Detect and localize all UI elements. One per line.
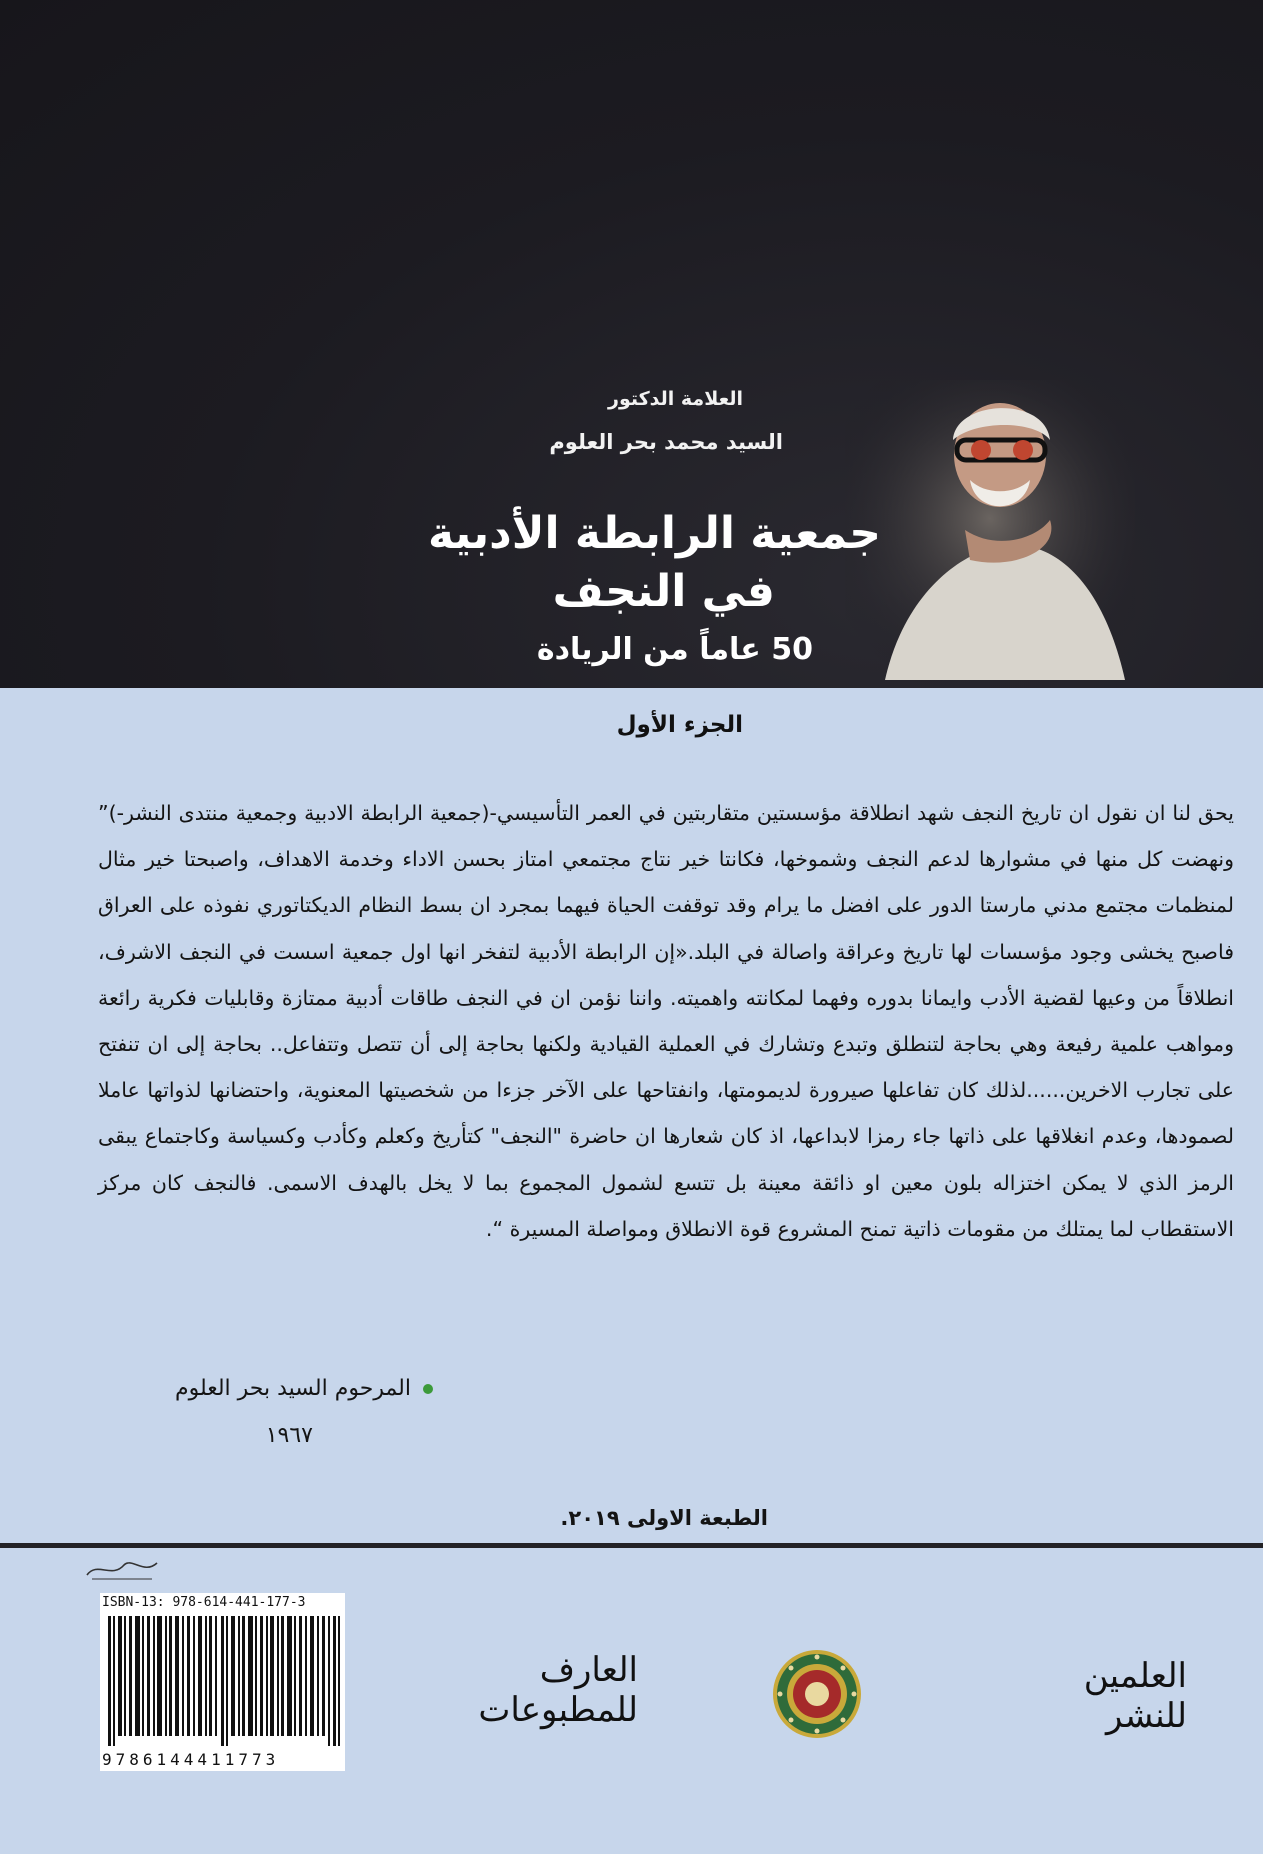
blurb-panel bbox=[0, 688, 1263, 1854]
seal-emblem-icon bbox=[771, 1648, 863, 1740]
book-title-line1: جمعية الرابطة الأدبية bbox=[427, 508, 881, 559]
book-subtitle: 50 عاماً من الريادة bbox=[536, 632, 813, 667]
signature-year: ١٩٦٧ bbox=[265, 1423, 313, 1448]
author-portrait bbox=[845, 380, 1135, 688]
book-title-line2: في النجف bbox=[552, 566, 775, 617]
part-label: الجزء الأول bbox=[616, 712, 743, 738]
publisher-logo-alamin: العلمين للنشر bbox=[1083, 1656, 1187, 1736]
edition-note: الطبعة الاولى ٢٠١٩. bbox=[560, 1506, 768, 1530]
calligraphy-stamp-icon bbox=[82, 1553, 162, 1583]
signature bbox=[175, 1376, 433, 1401]
author-name: السيد محمد بحر العلوم bbox=[549, 430, 783, 454]
divider-rule bbox=[0, 1543, 1263, 1548]
signature-text: المرحوم السيد بحر العلوم bbox=[174, 1376, 411, 1401]
barcode-icon bbox=[108, 1616, 340, 1746]
publisher-logo-maaref: العارف للمطبوعات bbox=[478, 1650, 638, 1730]
blurb-paragraph: يحق لنا ان نقول ان تاريخ النجف شهد انطلاقة مؤسستين متقاربتين في العمر التأسيسي-(جمعية الرابطة الادبية وجمعية منتدى النشر-)” ونهضت كل منها في مشوارها لدعم النجف وشموخها، فكانتا خير نتاج مجتمعي امتاز بحسن الاداء وخدمة الاهداف، واصبحتا خير مثال لمنظمات مجتمع مدني مارستا الدور على افضل ما يرام وقد توقفت الحياة فيهما بمجرد ان بسط النظام الديكتاتوري نفوذه على العراق فاصبح يخشى وجود مؤسسات لها تاريخ وعراقة واصالة في البلد.«إن الرابطة الأدبية لتفخر انها اول جمعية اسست في النجف الاشرف، انطلاقاً من وعيها لقضية الأدب وايمانا بدوره وفهما لمكانته واهميته. واننا نؤمن ان في النجف طاقات أدبية ممتازة وقابليات فكرية رائعة ومواهب علمية رفيعة وهي بحاجة لتنطلق وتبدع وتشارك في العملية القيادية ولكنها بحاجة إلى أن تتصل وتتفاعل.. بحاجة إلى ان تنفتح على تجارب الاخرين......لذلك كان تفاعلها صيرورة لديمومتها، وانفتاحها على الآخر جزءا من شخصيتها المعنوية، واحتضانها لذواتها عاملا لصمودها، وعدم انغلاقها على ذاتها جاء رمزا لابداعها، اذ كان شعارها ان حاضرة "النجف" كتأريخ وكعلم وكأدب وكسياسة وكاجتماع يبقى الرمز الذي لا يمكن اختزاله بلون معين او ذائقة معينة بل تتسع لشمول المجموع بما لا يخل بالهدف الاسمى. فالنجف كان مركز الاستقطاب لما يمتلك من مقومات ذاتية تمنح المشروع قوة الانطلاق ومواصلة المسيرة “. bbox=[98, 801, 1234, 1241]
isbn-label: ISBN-13: 978-614-441-177-3 bbox=[102, 1595, 306, 1610]
barcode-digits: 9786144411773 bbox=[102, 1750, 280, 1769]
blurb-text bbox=[98, 790, 1234, 1252]
author-title: العلامة الدكتور bbox=[608, 388, 743, 410]
cover-top-band bbox=[0, 0, 1263, 688]
bullet-icon bbox=[423, 1384, 433, 1394]
